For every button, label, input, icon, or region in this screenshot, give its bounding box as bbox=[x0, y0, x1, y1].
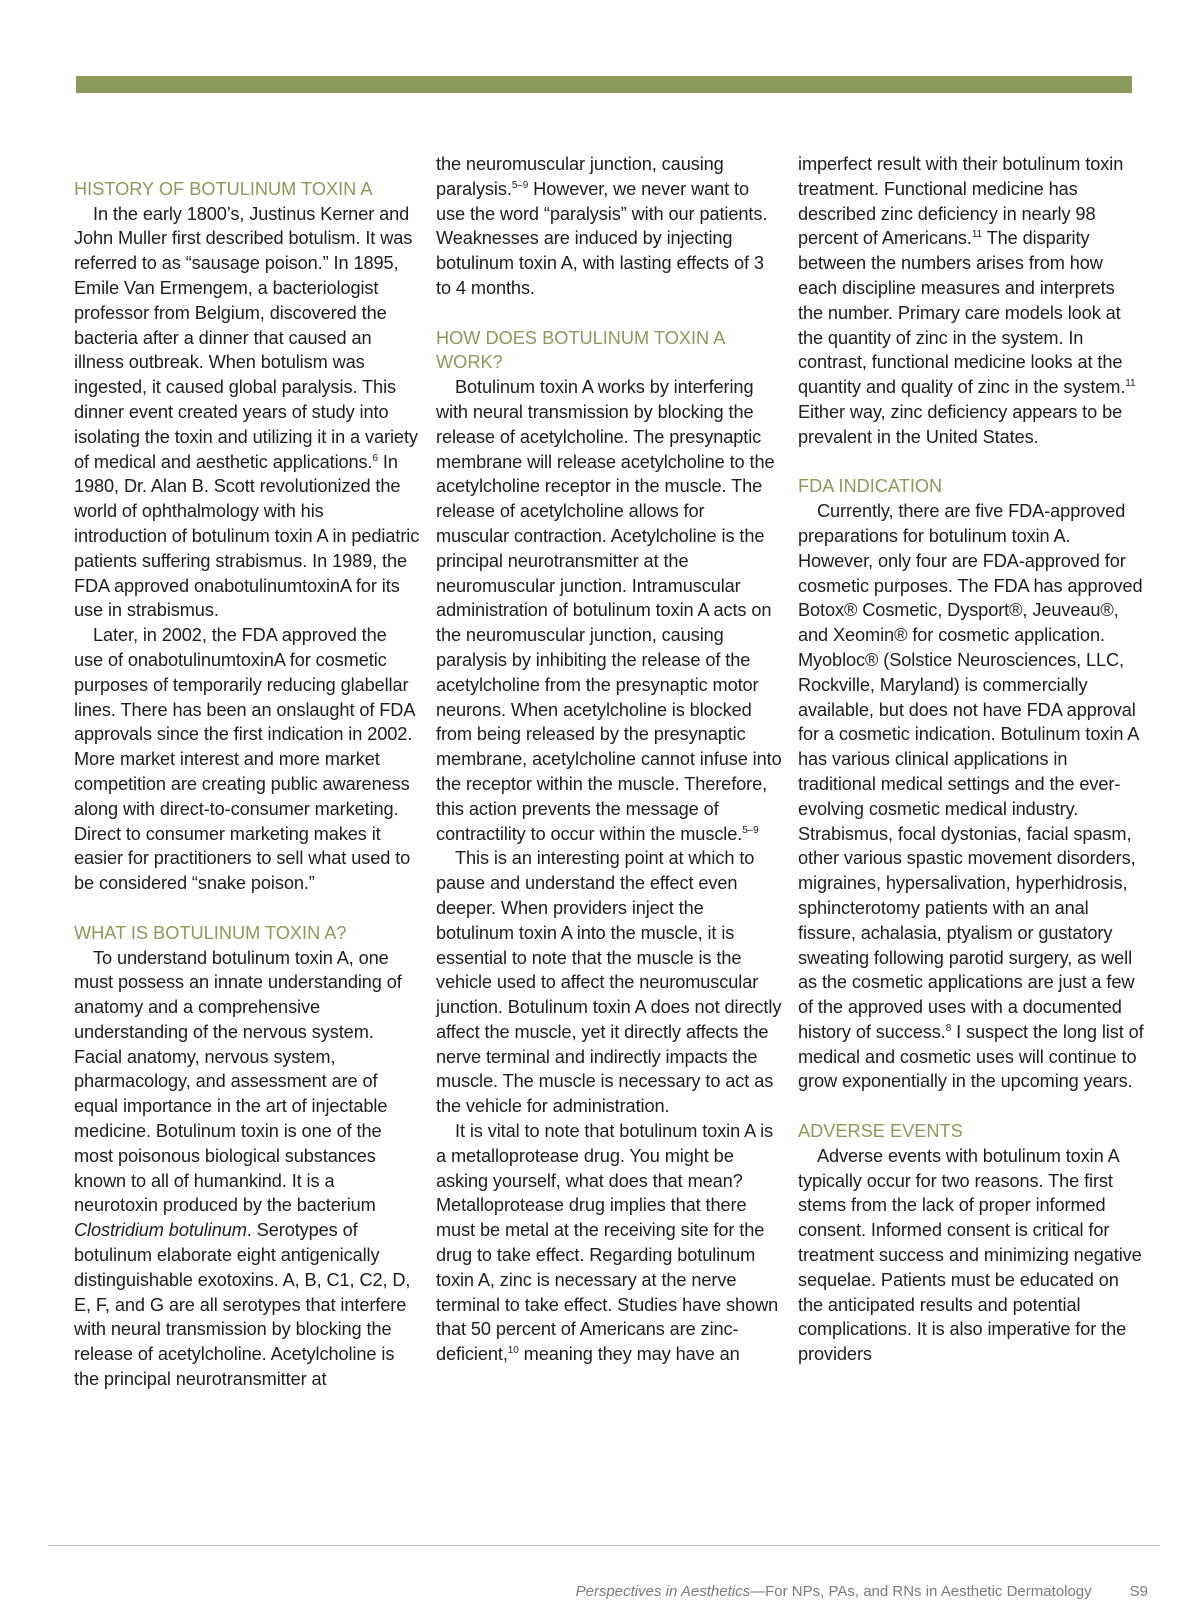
reference-superscript: 5–9 bbox=[511, 179, 529, 191]
paragraph-how-3: It is vital to note that botulinum toxin A is a metalloprotease drug. You might be asking yourself, what does that mean? Metalloprotease drug implies that there must be metal at the receiving site for the drug to take effect. Regarding botulinum toxin A, zinc is necessary at the nerve terminal to take effect. Studies have shown that 50 percent of Americans are zinc-deficient,$^{10}$ meaning they may have an bbox=[436, 1121, 779, 1365]
footer-divider bbox=[48, 1545, 1160, 1546]
species-name: Clostridium botulinum bbox=[74, 1220, 247, 1241]
reference-superscript: 10 bbox=[507, 1345, 519, 1357]
column-1 bbox=[74, 152, 420, 1392]
paragraph-history-1: In the early 1800’s, Justinus Kerner and John Muller first described botulism. It was referred to as “sausage poison.” In 1895, Emile Van Ermengem, a bacteriologist professor from Belgium, discovered the bacteria after a dinner that caused an illness outbreak. When botulism was ingested, it caused global paralysis. This dinner event created years of study into isolating the toxin and utilizing it in a variety of medical and aesthetic applications.$^6$ In 1980, Dr. Alan B. Scott revolutionized the world of ophthalmology with his introduction of botulinum toxin A in pediatric patients suffering strabismus. In 1989, the FDA approved onabotulinumtoxinA for its use in strabismus. bbox=[74, 203, 420, 621]
reference-superscript: 5–9 bbox=[742, 824, 759, 836]
reference-superscript: 11 bbox=[1125, 378, 1136, 390]
paragraph-how-2: This is an interesting point at which to pause and understand the effect even deeper. When providers inject the botulinum toxin A into the muscle, it is essential to note that the muscle is the vehicle used to affect the neuromuscular junction. Botulinum toxin A does not directly affect the muscle, yet it directly affects the nerve terminal and indirectly impacts the muscle. The muscle is necessary to act as the vehicle for administration. bbox=[436, 848, 782, 1117]
journal-title: Perspectives in Aesthetics bbox=[575, 1583, 751, 1600]
paragraph-history-2: Later, in 2002, the FDA approved the use of onabotulinumtoxinA for cosmetic purposes of temporarily reducing glabellar lines. There has been an onslaught of FDA approvals since the first indication in 2002. More market interest and more market competition are creating public awareness along with direct-to-consumer marketing. Direct to consumer marketing makes it easier for practitioners to sell what used to be considered “snake poison.” bbox=[74, 625, 415, 894]
column-3 bbox=[798, 152, 1144, 1367]
page-number: S9 bbox=[1129, 1583, 1148, 1600]
section-heading-adverse: ADVERSE EVENTS bbox=[798, 1121, 963, 1142]
paragraph-continued: imperfect result with their botulinum toxin treatment. Functional medicine has described zinc deficiency in nearly 98 percent of Americans.$^{11}$ The disparity between the numbers arises from how each discipline measures and interprets the number. Primary care models look at the quantity of zinc in the system. In contrast, functional medicine looks at the quantity and quality of zinc in the system.$^{11}$ Either way, zinc deficiency appears to be prevalent in the United States. bbox=[798, 154, 1136, 447]
paragraph-continued: the neuromuscular junction, causing paralysis.$^{5-9}$ However, we never want to use the word “paralysis” with our patients. Weaknesses are induced by injecting botulinum toxin A, with lasting effects of 3 to 4 months. bbox=[436, 154, 768, 298]
paragraph-fda-1: Currently, there are five FDA-approved preparations for botulinum toxin A. However, only four are FDA-approved for cosmetic purposes. The FDA has approved Botox® Cosmetic, Dysport®, Jeuveau®, and Xeomin® for cosmetic application. Myobloc® (Solstice Neurosciences, LLC, Rockville, Maryland) is commercially available, but does not have FDA approval for a cosmetic indication. Botulinum toxin A has various clinical applications in traditional medical settings and the ever-evolving cosmetic medical industry. Strabismus, focal dystonias, facial spasm, other various spastic movement disorders, migraines, hypersalivation, hyperhidrosis, sphincterotomy patients with an anal fissure, achalasia, ptyalism or gustatory sweating following parotid surgery, as well as the cosmetic applications are just a few of the approved uses with a documented history of success.$^8$ I suspect the long list of medical and cosmetic uses will continue to grow exponentially in the upcoming years. bbox=[798, 501, 1144, 1092]
section-heading-history: HISTORY OF BOTULINUM TOXIN A bbox=[74, 178, 373, 199]
reference-superscript: 8 bbox=[945, 1022, 952, 1034]
journal-tagline: —For NPs, PAs, and RNs in Aesthetic Dermatology bbox=[750, 1583, 1092, 1600]
section-heading-fda: FDA INDICATION bbox=[798, 476, 943, 497]
paragraph-how-1: Botulinum toxin A works by interfering with neural transmission by blocking the release of acetylcholine. The presynaptic membrane will release acetylcholine to the acetylcholine receptor in the muscle. The release of acetylcholine allows for muscular contraction. Acetylcholine is the principal neurotransmitter at the neuromuscular junction. Intramuscular administration of botulinum toxin A acts on the neuromuscular junction, causing paralysis by inhibiting the release of the acetylcholine from the presynaptic motor neurons. When acetylcholine is blocked from being released by the presynaptic membrane, acetylcholine cannot infuse into the receptor within the muscle. Therefore, this action prevents the message of contractility to occur within the muscle.$^{5-9}$ bbox=[436, 377, 782, 844]
top-accent-bar bbox=[76, 76, 1132, 93]
reference-superscript: 11 bbox=[971, 229, 982, 241]
section-heading-how: HOW DOES BOTULINUM TOXIN A WORK? bbox=[436, 327, 725, 373]
column-2 bbox=[436, 152, 782, 1367]
page-footer bbox=[576, 1583, 1148, 1600]
section-heading-what: WHAT IS BOTULINUM TOXIN A? bbox=[74, 922, 347, 943]
paragraph-what-1: To understand botulinum toxin A, one must possess an innate understanding of anatomy and a comprehensive understanding of the nervous system. Facial anatomy, nervous system, pharmacology, and assessment are of equal importance in the art of injectable medicine. Botulinum toxin is one of the most poisonous biological substances known to all of humankind. It is a neurotoxin produced by the bacterium Clostridium botulinum. Serotypes of botulinum elaborate eight antigenically distinguishable exotoxins. A, B, C1, C2, D, E, F, and G are all serotypes that interfere with neural transmission by blocking the release of acetylcholine. Acetylcholine is the principal neurotransmitter at bbox=[74, 947, 411, 1390]
paragraph-adverse-1: Adverse events with botulinum toxin A typically occur for two reasons. The first stems from the lack of proper informed consent. Informed consent is critical for treatment success and minimizing negative sequelae. Patients must be educated on the anticipated results and potential complications. It is also imperative for the providers bbox=[798, 1145, 1142, 1365]
reference-superscript: 6 bbox=[372, 452, 378, 464]
